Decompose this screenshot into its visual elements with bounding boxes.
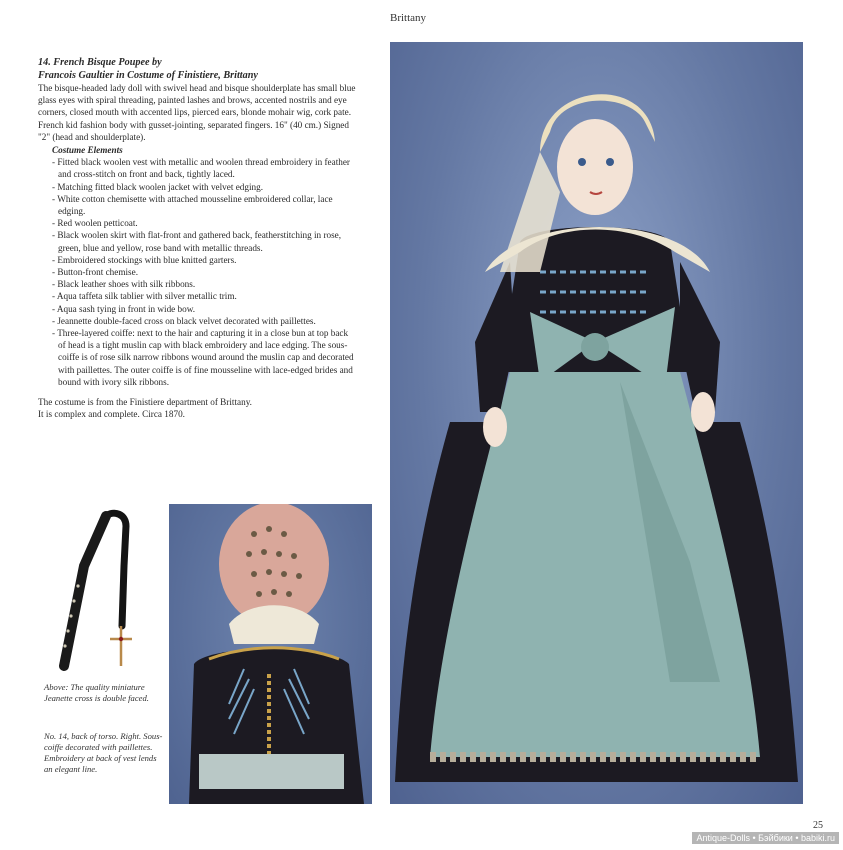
jeanette-cross-illustration [44, 506, 144, 678]
entry-title-line1: 14. French Bisque Poupee by [38, 57, 162, 68]
list-item: - Fitted black woolen vest with metallic and woolen thread embroidery in feather and cross-stitch on front and back, tightly laced. [52, 157, 350, 180]
list-item: - Matching fitted black woolen jacket with velvet edging. [52, 181, 263, 192]
closing-line2: It is complex and complete. Circa 1870. [38, 409, 185, 420]
entry-text [38, 57, 358, 420]
back-view-photo [169, 504, 372, 804]
doll-illustration [390, 42, 803, 804]
cross-caption: Above: The quality miniature Jeanette cross is double faced. [44, 682, 149, 703]
list-item: - Embroidered stockings with blue knitted garters. [52, 254, 237, 265]
list-item: - Jeannette double-faced cross on black velvet decorated with paillettes. [52, 315, 316, 326]
list-item: - Aqua sash tying in front in wide bow. [52, 303, 196, 314]
entry-description: The bisque-headed lady doll with swivel head and bisque shoulderplate has small blue glass eyes with spiral threading, painted lashes and brows, accented nostrils and eye corners, closed mouth with accented lips, pierced ears, blonde mohair wig, cork pate. French kid fashion body with gusset-jointing, separated fingers. 16" (40 cm.) Signed "2" (head and shoulderplate). [38, 83, 356, 142]
doll-back-illustration [169, 504, 372, 804]
list-item: - Black woolen skirt with flat-front and gathered back, featherstitching in rose, green, blue and yellow, rose band with metallic threads. [52, 230, 342, 253]
running-header: Brittany [390, 12, 427, 24]
list-item: - Black leather shoes with silk ribbons. [52, 279, 196, 290]
list-item: - Red woolen petticoat. [52, 218, 138, 229]
list-item: - Button-front chemise. [52, 267, 138, 278]
entry-title-line2: Francois Gaultier in Costume of Finistiere, Brittany [38, 69, 258, 81]
main-doll-photo [390, 42, 803, 804]
list-item: - Three-layered coiffe: next to the hair and capturing it in a close bun at top back of head is a tight muslin cap with black embroidery and lace edging. The sous-coiffe is of rose silk narrow ribbons wound around the muslin cap and decorated with paillettes. The outer coiffe is of fine mousseline with lace-edged brides and bound with ivory silk ribbons. [52, 328, 354, 387]
watermark: Antique-Dolls • Бэйбики • babiki.ru [692, 832, 839, 844]
list-item: - White cotton chemisette with attached mousseline embroidered collar, lace edging. [52, 193, 333, 217]
back-caption: No. 14, back of torso. Right. Sous-coiffe decorated with paillettes. Embroidery at back of vest lends an elegant line. [44, 731, 163, 774]
closing-line1: The costume is from the Finistiere department of Brittany. [38, 397, 252, 408]
page-number: 25 [813, 820, 823, 831]
cross-photo [44, 506, 144, 678]
elements-list [38, 156, 358, 388]
elements-heading: Costume Elements [52, 145, 123, 156]
list-item: - Aqua taffeta silk tablier with silver metallic trim. [52, 291, 237, 302]
